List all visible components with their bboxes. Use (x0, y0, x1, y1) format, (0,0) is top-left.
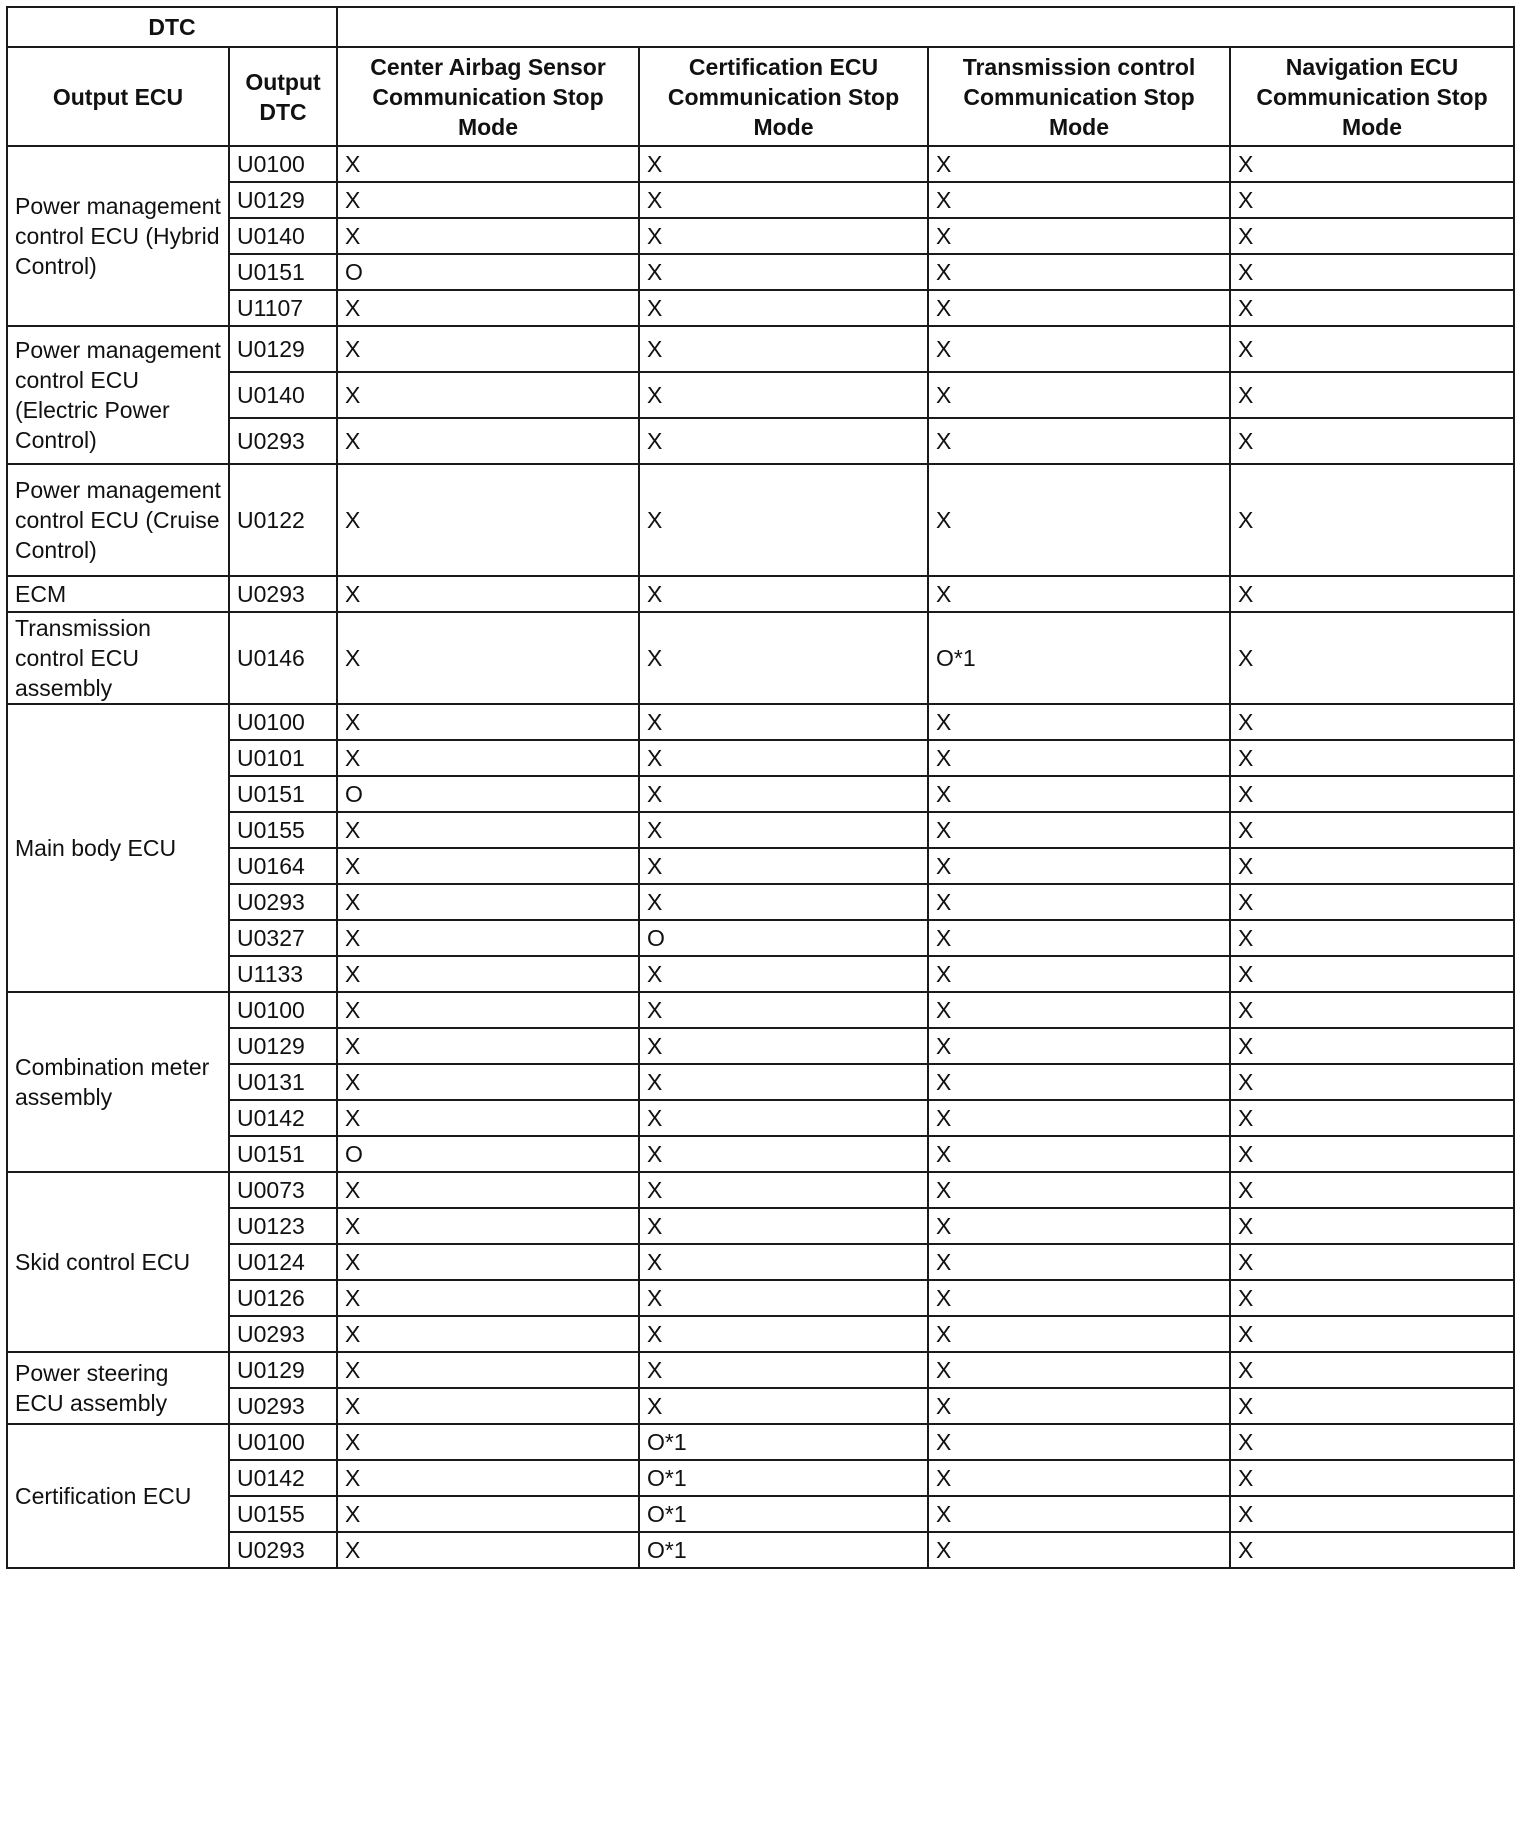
output-ecu-cell: Skid control ECU (7, 1172, 229, 1352)
blank-header (337, 7, 1514, 47)
mode-mark-cell: X (1230, 1172, 1514, 1208)
dtc-code-cell: U0131 (229, 1064, 337, 1100)
mode-mark-cell: X (928, 992, 1230, 1028)
dtc-code-cell: U1107 (229, 290, 337, 326)
table-row (7, 956, 1514, 992)
dtc-code-cell: U0151 (229, 776, 337, 812)
dtc-code-cell: U0122 (229, 464, 337, 576)
dtc-code-cell: U0123 (229, 1208, 337, 1244)
table-row (7, 576, 1514, 612)
mode-mark-cell: X (337, 372, 639, 418)
table-row (7, 704, 1514, 740)
mode-mark-cell: X (337, 576, 639, 612)
mode-mark-cell: X (639, 1208, 928, 1244)
output-ecu-cell: Power steering ECU assembly (7, 1352, 229, 1424)
mode-mark-cell: X (337, 418, 639, 464)
mode-mark-cell: X (337, 920, 639, 956)
mode-mark-cell: X (337, 812, 639, 848)
mode-mark-cell: X (639, 740, 928, 776)
table-row (7, 464, 1514, 576)
mode-mark-cell: X (639, 776, 928, 812)
mode-mark-cell: X (639, 992, 928, 1028)
dtc-code-cell: U0293 (229, 1388, 337, 1424)
mode-mark-cell: X (928, 704, 1230, 740)
mode-mark-cell: X (337, 992, 639, 1028)
dtc-code-cell: U0129 (229, 1352, 337, 1388)
mode-mark-cell: X (1230, 290, 1514, 326)
table-row (7, 1316, 1514, 1352)
output-ecu-cell: Transmission control ECU assembly (7, 612, 229, 704)
mode-mark-cell: X (1230, 1136, 1514, 1172)
mode-mark-cell: X (639, 884, 928, 920)
mode-mark-cell: X (928, 1028, 1230, 1064)
mode-mark-cell: X (1230, 812, 1514, 848)
mode-mark-cell: X (639, 1352, 928, 1388)
mode-mark-cell: X (928, 218, 1230, 254)
mode-mark-cell: X (928, 1172, 1230, 1208)
dtc-code-cell: U0140 (229, 372, 337, 418)
table-row (7, 1244, 1514, 1280)
dtc-code-cell: U0164 (229, 848, 337, 884)
mode-mark-cell: X (928, 740, 1230, 776)
output-ecu-cell: Main body ECU (7, 704, 229, 992)
mode-header-navigation: Navigation ECU Communication Stop Mode (1230, 47, 1514, 146)
table-row (7, 218, 1514, 254)
mode-mark-cell: X (639, 848, 928, 884)
table-row (7, 812, 1514, 848)
mode-mark-cell: X (639, 182, 928, 218)
mode-mark-cell: X (639, 1100, 928, 1136)
mode-mark-cell: X (1230, 326, 1514, 372)
dtc-code-cell: U0101 (229, 740, 337, 776)
mode-mark-cell: X (1230, 1244, 1514, 1280)
dtc-code-cell: U0124 (229, 1244, 337, 1280)
output-ecu-header: Output ECU (7, 47, 229, 146)
dtc-code-cell: U0293 (229, 1532, 337, 1568)
mode-header-certification: Certification ECU Communication Stop Mode (639, 47, 928, 146)
dtc-code-cell: U0155 (229, 812, 337, 848)
mode-mark-cell: X (928, 182, 1230, 218)
mode-mark-cell: X (1230, 1460, 1514, 1496)
mode-mark-cell: O (337, 1136, 639, 1172)
table-row (7, 1172, 1514, 1208)
mode-mark-cell: X (928, 1496, 1230, 1532)
mode-mark-cell: X (1230, 1352, 1514, 1388)
mode-mark-cell: X (928, 812, 1230, 848)
dtc-code-cell: U0151 (229, 1136, 337, 1172)
mode-mark-cell: X (337, 1172, 639, 1208)
table-row (7, 372, 1514, 418)
mode-mark-cell: X (1230, 612, 1514, 704)
mode-header-transmission: Transmission control Communication Stop Mode (928, 47, 1230, 146)
mode-mark-cell: X (1230, 1388, 1514, 1424)
dtc-code-cell: U0142 (229, 1100, 337, 1136)
mode-mark-cell: X (639, 956, 928, 992)
mode-mark-cell: X (337, 182, 639, 218)
mode-mark-cell: X (639, 146, 928, 182)
mode-mark-cell: O*1 (639, 1496, 928, 1532)
mode-mark-cell: O*1 (928, 612, 1230, 704)
mode-mark-cell: X (1230, 1028, 1514, 1064)
mode-mark-cell: X (1230, 1064, 1514, 1100)
output-ecu-cell: Combination meter assembly (7, 992, 229, 1172)
output-ecu-cell: ECM (7, 576, 229, 612)
dtc-code-cell: U0100 (229, 146, 337, 182)
table-row (7, 1280, 1514, 1316)
mode-mark-cell: X (1230, 146, 1514, 182)
table-row (7, 326, 1514, 372)
mode-mark-cell: X (1230, 464, 1514, 576)
mode-mark-cell: X (639, 1028, 928, 1064)
dtc-code-cell: U1133 (229, 956, 337, 992)
mode-mark-cell: O (337, 254, 639, 290)
mode-mark-cell: X (928, 1100, 1230, 1136)
mode-mark-cell: X (337, 146, 639, 182)
mode-mark-cell: X (337, 956, 639, 992)
mode-mark-cell: X (337, 218, 639, 254)
dtc-code-cell: U0126 (229, 1280, 337, 1316)
mode-mark-cell: X (1230, 776, 1514, 812)
mode-mark-cell: X (337, 290, 639, 326)
mode-mark-cell: X (1230, 956, 1514, 992)
mode-mark-cell: X (337, 1064, 639, 1100)
mode-mark-cell: X (928, 920, 1230, 956)
mode-mark-cell: X (337, 1028, 639, 1064)
dtc-code-cell: U0327 (229, 920, 337, 956)
mode-mark-cell: X (1230, 704, 1514, 740)
table-row (7, 1028, 1514, 1064)
mode-mark-cell: X (639, 1064, 928, 1100)
mode-mark-cell: X (1230, 992, 1514, 1028)
mode-mark-cell: X (337, 1424, 639, 1460)
mode-mark-cell: O (639, 920, 928, 956)
mode-mark-cell: O*1 (639, 1532, 928, 1568)
mode-mark-cell: X (337, 1532, 639, 1568)
dtc-code-cell: U0129 (229, 326, 337, 372)
mode-mark-cell: X (1230, 884, 1514, 920)
mode-mark-cell: X (337, 1208, 639, 1244)
mode-mark-cell: X (928, 776, 1230, 812)
dtc-code-cell: U0100 (229, 992, 337, 1028)
mode-mark-cell: X (337, 1496, 639, 1532)
dtc-header: DTC (7, 7, 337, 47)
mode-mark-cell: X (1230, 1424, 1514, 1460)
table-row (7, 1532, 1514, 1568)
mode-mark-cell: X (639, 1316, 928, 1352)
mode-mark-cell: X (928, 254, 1230, 290)
mode-mark-cell: X (337, 1316, 639, 1352)
mode-mark-cell: X (639, 612, 928, 704)
mode-mark-cell: X (337, 1460, 639, 1496)
mode-mark-cell: X (928, 1388, 1230, 1424)
dtc-code-cell: U0129 (229, 182, 337, 218)
mode-mark-cell: X (1230, 182, 1514, 218)
mode-mark-cell: X (639, 254, 928, 290)
table-row (7, 1496, 1514, 1532)
mode-header-airbag: Center Airbag Sensor Communication Stop Mode (337, 47, 639, 146)
table-row (7, 1460, 1514, 1496)
dtc-code-cell: U0142 (229, 1460, 337, 1496)
dtc-code-cell: U0100 (229, 704, 337, 740)
mode-mark-cell: X (639, 1136, 928, 1172)
mode-mark-cell: O*1 (639, 1460, 928, 1496)
mode-mark-cell: X (1230, 372, 1514, 418)
table-row (7, 1064, 1514, 1100)
table-row (7, 1352, 1514, 1388)
mode-mark-cell: X (928, 372, 1230, 418)
mode-mark-cell: X (928, 956, 1230, 992)
mode-mark-cell: X (928, 1352, 1230, 1388)
dtc-code-cell: U0151 (229, 254, 337, 290)
mode-mark-cell: X (337, 1388, 639, 1424)
dtc-code-cell: U0293 (229, 1316, 337, 1352)
mode-mark-cell: X (1230, 1280, 1514, 1316)
table-row (7, 920, 1514, 956)
mode-mark-cell: X (1230, 1316, 1514, 1352)
mode-mark-cell: X (337, 1280, 639, 1316)
table-row (7, 848, 1514, 884)
mode-mark-cell: X (1230, 576, 1514, 612)
mode-mark-cell: X (1230, 1496, 1514, 1532)
mode-mark-cell: X (337, 848, 639, 884)
mode-mark-cell: X (1230, 1532, 1514, 1568)
mode-mark-cell: X (337, 884, 639, 920)
table-row (7, 612, 1514, 704)
table-row (7, 1100, 1514, 1136)
mode-mark-cell: X (639, 290, 928, 326)
table-row (7, 146, 1514, 182)
table-row (7, 1388, 1514, 1424)
mode-mark-cell: X (928, 1244, 1230, 1280)
dtc-code-cell: U0100 (229, 1424, 337, 1460)
output-ecu-cell: Certification ECU (7, 1424, 229, 1568)
table-row (7, 776, 1514, 812)
mode-mark-cell: X (928, 1424, 1230, 1460)
mode-mark-cell: X (1230, 920, 1514, 956)
table-row (7, 290, 1514, 326)
mode-mark-cell: X (337, 612, 639, 704)
mode-mark-cell: X (1230, 218, 1514, 254)
mode-mark-cell: X (337, 740, 639, 776)
mode-mark-cell: X (928, 146, 1230, 182)
mode-mark-cell: X (928, 1460, 1230, 1496)
mode-mark-cell: X (928, 848, 1230, 884)
mode-mark-cell: X (337, 1244, 639, 1280)
mode-mark-cell: X (928, 884, 1230, 920)
mode-mark-cell: O (337, 776, 639, 812)
mode-mark-cell: X (639, 218, 928, 254)
dtc-code-cell: U0073 (229, 1172, 337, 1208)
dtc-code-cell: U0293 (229, 418, 337, 464)
mode-mark-cell: X (639, 372, 928, 418)
mode-mark-cell: X (928, 576, 1230, 612)
mode-mark-cell: X (639, 464, 928, 576)
mode-mark-cell: X (928, 1316, 1230, 1352)
mode-mark-cell: X (639, 326, 928, 372)
mode-mark-cell: X (928, 326, 1230, 372)
mode-mark-cell: X (639, 704, 928, 740)
mode-mark-cell: X (1230, 254, 1514, 290)
mode-mark-cell: X (639, 576, 928, 612)
mode-mark-cell: X (639, 1280, 928, 1316)
output-dtc-header: Output DTC (229, 47, 337, 146)
dtc-code-cell: U0146 (229, 612, 337, 704)
table-row (7, 992, 1514, 1028)
table-row (7, 884, 1514, 920)
mode-mark-cell: X (639, 418, 928, 464)
table-body (7, 146, 1514, 1568)
table-row (7, 1208, 1514, 1244)
mode-mark-cell: O*1 (639, 1424, 928, 1460)
mode-mark-cell: X (639, 1244, 928, 1280)
mode-mark-cell: X (1230, 740, 1514, 776)
table-row (7, 418, 1514, 464)
table-row (7, 1136, 1514, 1172)
output-ecu-cell: Power management control ECU (Electric Power Control) (7, 326, 229, 464)
mode-mark-cell: X (928, 1136, 1230, 1172)
dtc-code-cell: U0129 (229, 1028, 337, 1064)
output-ecu-cell: Power management control ECU (Hybrid Control) (7, 146, 229, 326)
mode-mark-cell: X (337, 1100, 639, 1136)
mode-mark-cell: X (1230, 1100, 1514, 1136)
dtc-code-cell: U0293 (229, 576, 337, 612)
mode-mark-cell: X (639, 1172, 928, 1208)
mode-mark-cell: X (337, 1352, 639, 1388)
mode-mark-cell: X (337, 326, 639, 372)
table-row (7, 740, 1514, 776)
mode-mark-cell: X (639, 1388, 928, 1424)
mode-mark-cell: X (1230, 848, 1514, 884)
mode-mark-cell: X (928, 1532, 1230, 1568)
mode-mark-cell: X (928, 418, 1230, 464)
table-row (7, 1424, 1514, 1460)
mode-mark-cell: X (1230, 418, 1514, 464)
mode-mark-cell: X (928, 1280, 1230, 1316)
mode-mark-cell: X (337, 464, 639, 576)
mode-mark-cell: X (928, 1064, 1230, 1100)
dtc-code-cell: U0293 (229, 884, 337, 920)
output-ecu-cell: Power management control ECU (Cruise Control) (7, 464, 229, 576)
table-row (7, 182, 1514, 218)
mode-mark-cell: X (928, 290, 1230, 326)
mode-mark-cell: X (337, 704, 639, 740)
mode-mark-cell: X (928, 1208, 1230, 1244)
dtc-table (6, 6, 1515, 1569)
mode-mark-cell: X (639, 812, 928, 848)
table-row (7, 254, 1514, 290)
dtc-code-cell: U0140 (229, 218, 337, 254)
dtc-code-cell: U0155 (229, 1496, 337, 1532)
mode-mark-cell: X (1230, 1208, 1514, 1244)
mode-mark-cell: X (928, 464, 1230, 576)
